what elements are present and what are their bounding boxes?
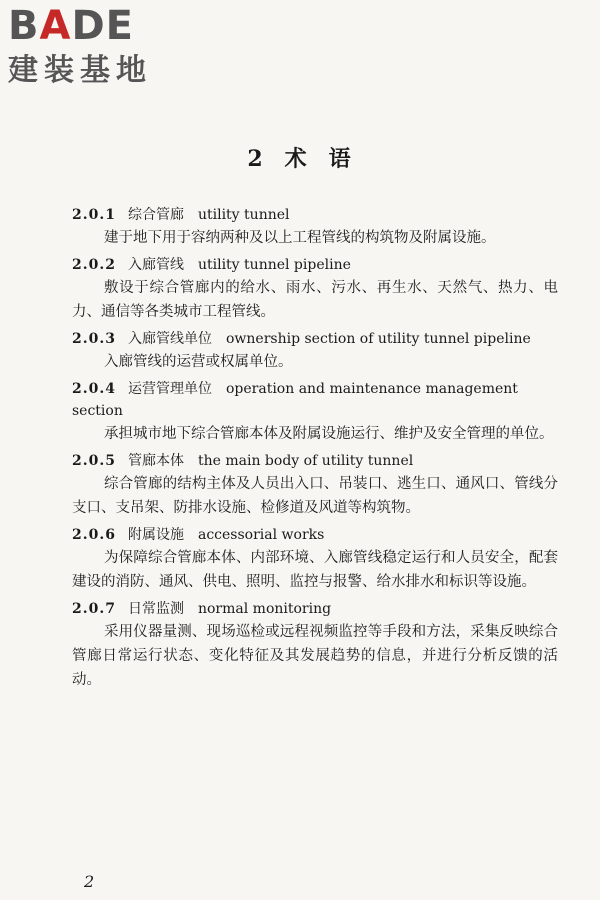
term-entry — [72, 328, 558, 374]
term-entry — [72, 524, 558, 594]
term-entry — [72, 450, 558, 520]
terms-list — [72, 200, 558, 692]
term-entry — [72, 378, 558, 446]
term-chinese: 入廊管线单位 — [127, 331, 212, 347]
term-chinese: 综合管廊 — [127, 207, 184, 223]
term-number: 2.0.4 — [72, 381, 116, 397]
term-heading — [72, 328, 558, 350]
term-english: the main body of utility tunnel — [197, 453, 414, 469]
term-heading — [72, 378, 558, 422]
term-english: ownership section of utility tunnel pipeline — [225, 331, 531, 347]
term-definition: 建于地下用于容纳两种及以上工程管线的构筑物及附属设施。 — [104, 230, 496, 246]
term-english: normal monitoring — [197, 601, 332, 617]
chapter-title-char: 语 — [328, 146, 353, 172]
term-chinese: 日常监测 — [127, 601, 184, 617]
page-number: 2 — [84, 872, 95, 891]
brand-logo — [8, 4, 188, 92]
term-chinese: 附属设施 — [127, 527, 184, 543]
term-entry — [72, 598, 558, 692]
term-heading — [72, 450, 558, 472]
term-chinese: 运营管理单位 — [127, 381, 212, 397]
term-number: 2.0.6 — [72, 527, 116, 543]
logo-wordmark: BADE — [8, 3, 134, 49]
chapter-title-char: 术 — [284, 146, 309, 172]
term-definition: 入廊管线的运营或权属单位。 — [104, 354, 293, 370]
term-heading — [72, 524, 558, 546]
term-heading — [72, 254, 558, 276]
chapter-title — [0, 142, 600, 173]
term-heading — [72, 598, 558, 620]
term-definition: 承担城市地下综合管廊本体及附属设施运行、维护及安全管理的单位。 — [104, 426, 554, 442]
term-chinese: 管廊本体 — [127, 453, 184, 469]
term-english: operation and maintenance management section — [72, 381, 518, 419]
term-entry — [72, 254, 558, 324]
term-number: 2.0.7 — [72, 601, 116, 617]
term-number: 2.0.2 — [72, 257, 116, 273]
term-chinese: 入廊管线 — [127, 257, 184, 273]
term-definition: 采用仪器量测、现场巡检或远程视频监控等手段和方法，采集反映综合管廊日常运行状态、变化特征及其发展趋势的信息，并进行分析反馈的活动。 — [72, 624, 558, 688]
term-number: 2.0.1 — [72, 207, 116, 223]
term-english: utility tunnel pipeline — [197, 257, 351, 273]
term-definition: 为保障综合管廊本体、内部环境、入廊管线稳定运行和人员安全，配套建设的消防、通风、供电、照明、监控与报警、给水排水和标识等设施。 — [72, 550, 558, 590]
chapter-number: 2 — [247, 146, 265, 172]
term-english: accessorial works — [197, 527, 325, 543]
term-heading — [72, 204, 558, 226]
term-definition: 综合管廊的结构主体及人员出入口、吊装口、逃生口、通风口、管线分支口、支吊架、防排水设施、检修道及风道等构筑物。 — [72, 476, 558, 516]
term-number: 2.0.3 — [72, 331, 116, 347]
term-number: 2.0.5 — [72, 453, 116, 469]
logo-chinese-text: 建装基地 — [8, 53, 152, 88]
term-definition: 敷设于综合管廊内的给水、雨水、污水、再生水、天然气、热力、电力、通信等各类城市工程管线。 — [72, 280, 558, 320]
term-entry — [72, 204, 558, 250]
term-english: utility tunnel — [197, 207, 290, 223]
